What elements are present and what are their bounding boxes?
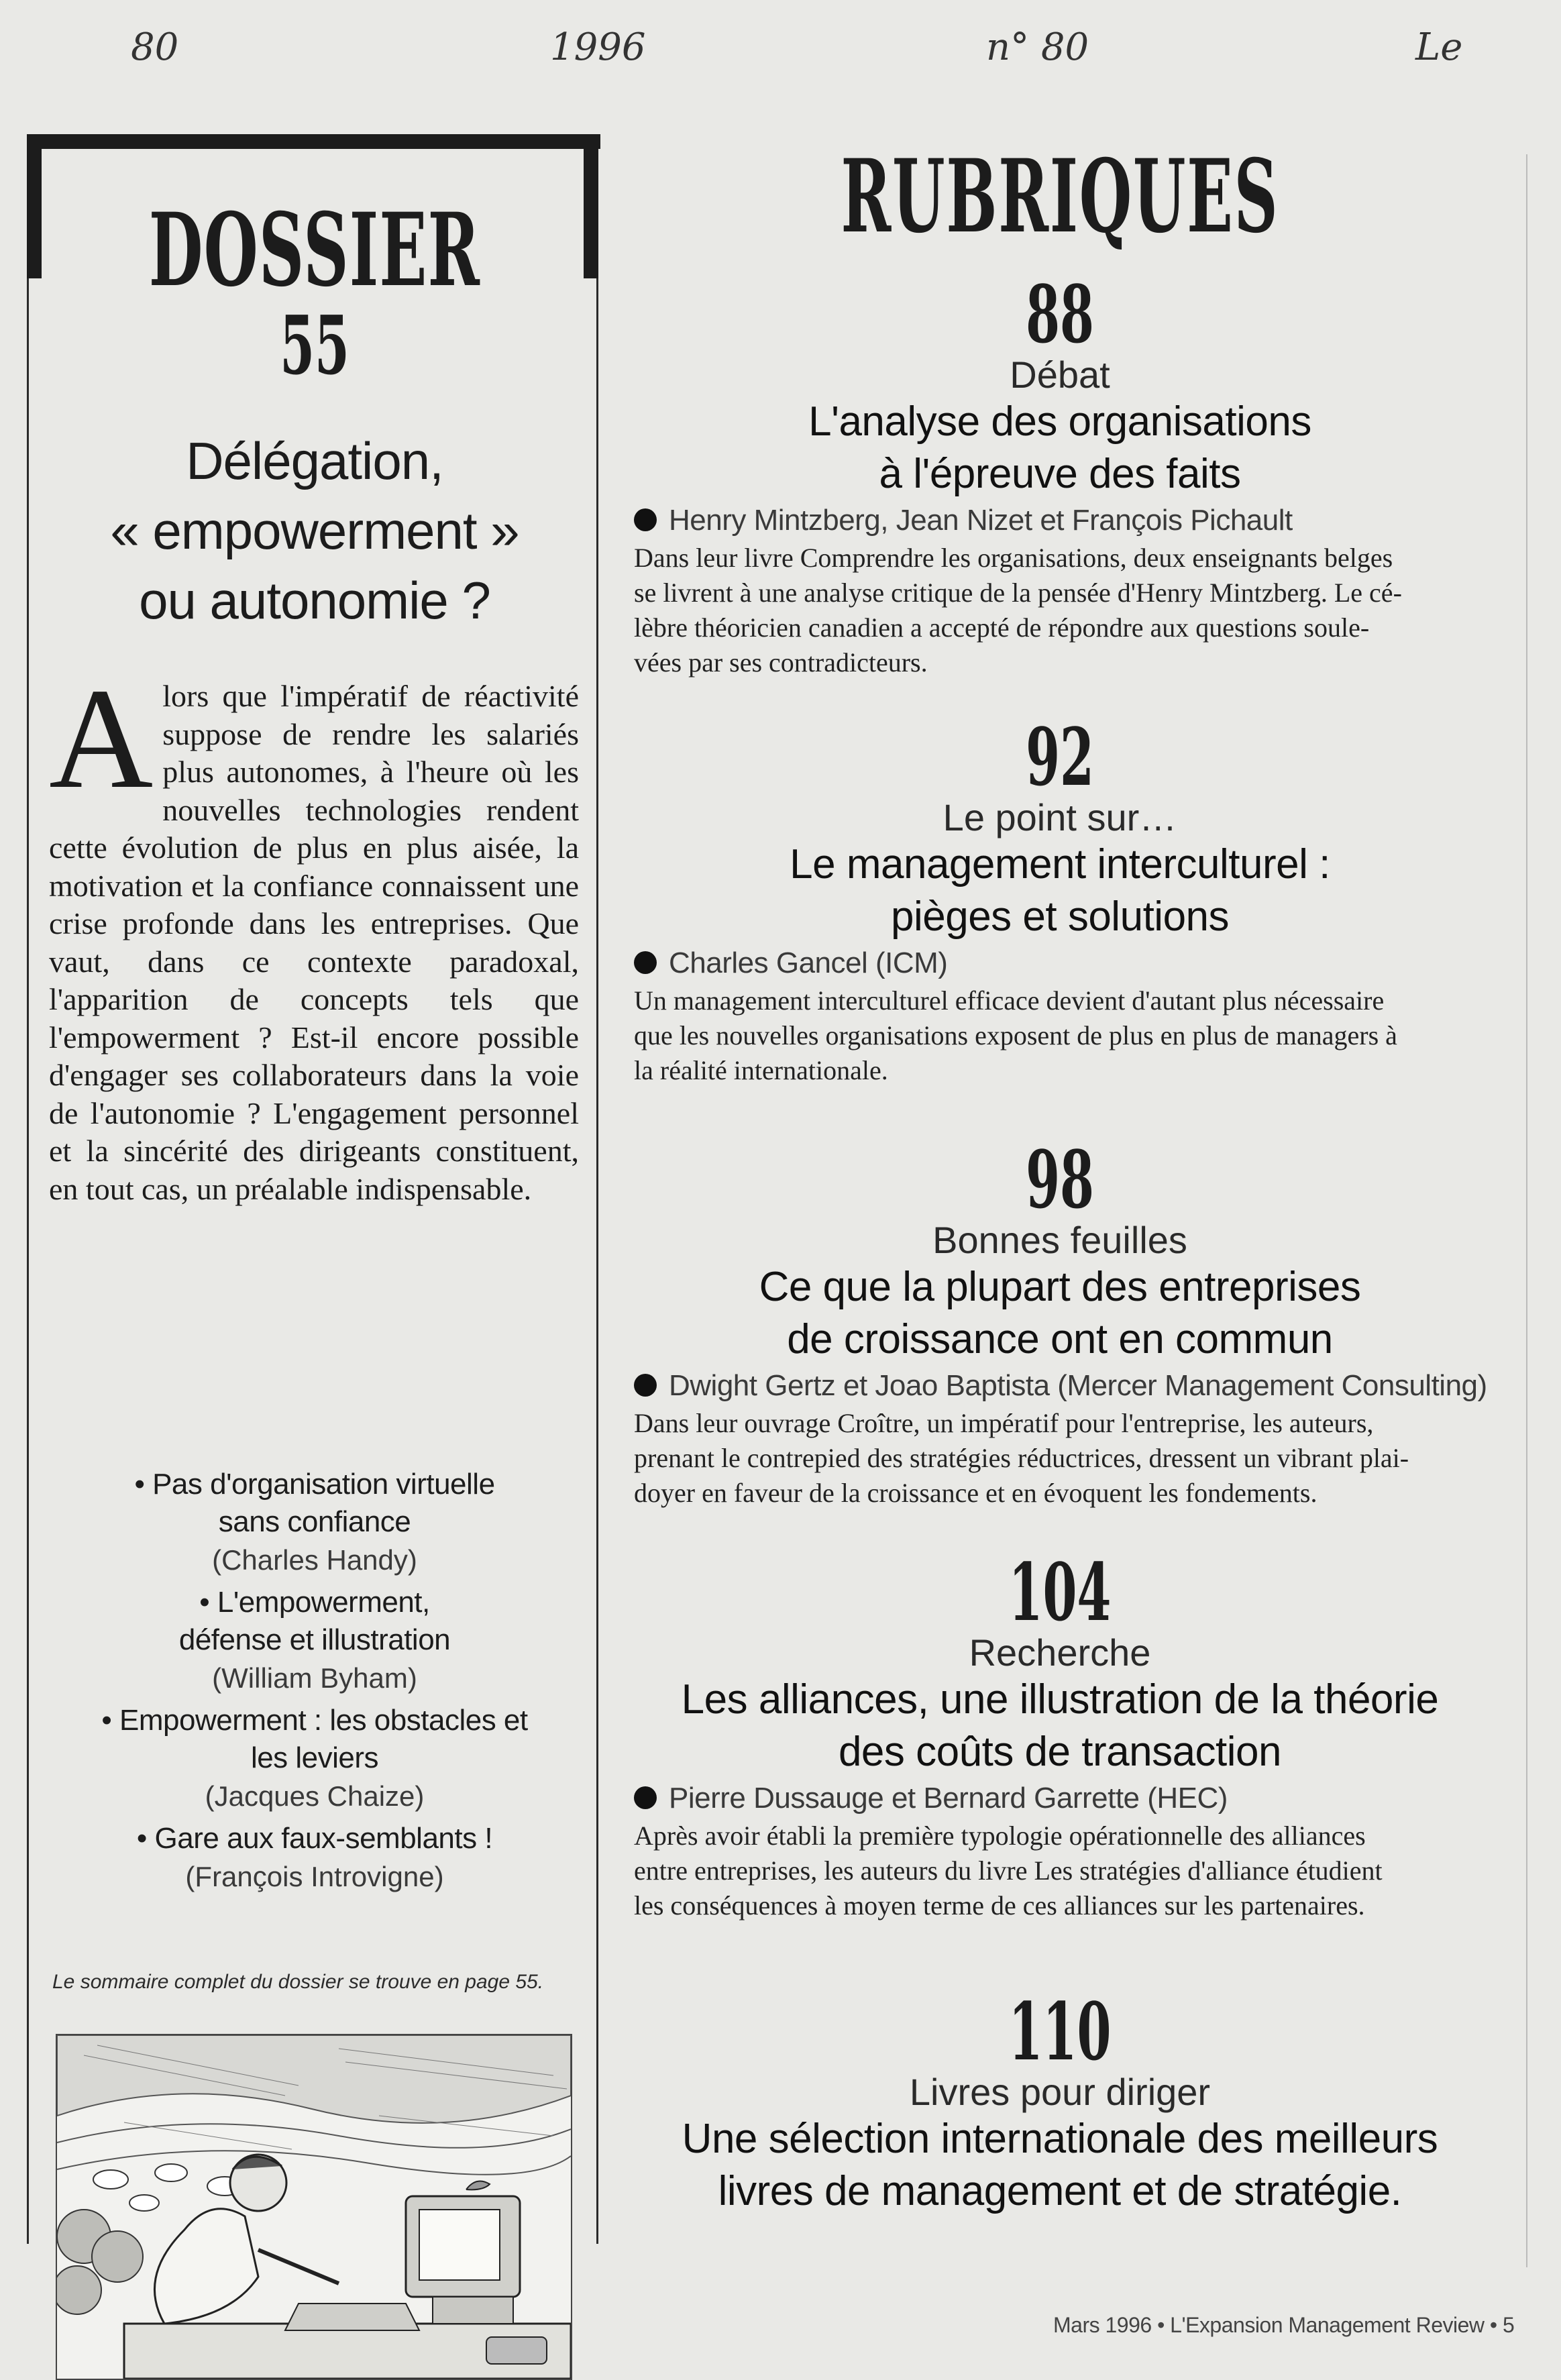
description [634, 1406, 1506, 1511]
desc-line: prenant le contrepied des stratégies réductrices, dressent un vibrant plai- [634, 1443, 1409, 1473]
bullet-dot [634, 508, 657, 531]
headline-line: Le management interculturel : [790, 841, 1330, 887]
desc-line: Un management interculturel efficace devient d'autant plus nécessaire [634, 985, 1385, 1016]
category: Le point sur… [943, 796, 1177, 839]
article-title: • Pas d'organisation virtuelle [134, 1468, 495, 1501]
handwritten-note: n° 80 [986, 25, 1089, 69]
bullet-dot [634, 1786, 657, 1809]
frame-bar [29, 134, 600, 149]
list-item[interactable] [29, 1702, 600, 1816]
list-item[interactable] [29, 1466, 600, 1580]
sommaire-note: Le sommaire complet du dossier se trouve en page 55. [52, 1971, 544, 1993]
rubrique-section[interactable] [617, 268, 1503, 680]
page-number: 104 [1008, 1546, 1112, 1639]
headline-line: à l'épreuve des faits [879, 451, 1241, 497]
page-number: 98 [1026, 1133, 1094, 1226]
article-title: • Gare aux faux-semblants ! [136, 1822, 493, 1855]
list-item[interactable] [29, 1820, 600, 1896]
headline-line: Les alliances, une illustration de la théorie [681, 1676, 1439, 1723]
authors-text: Dwight Gertz et Joao Baptista (Mercer Management Consulting) [669, 1369, 1487, 1402]
desc-line: la réalité internationale. [634, 1055, 888, 1085]
category: Recherche [969, 1631, 1151, 1674]
desc-line: doyer en faveur de la croissance et en évoquent les fondements. [634, 1478, 1317, 1508]
page-number: 88 [1026, 268, 1094, 361]
frame-bar [584, 134, 598, 278]
illustration-drawing [57, 2035, 571, 2379]
rubrique-section[interactable] [617, 1546, 1503, 1923]
page-footer: Mars 1996 • L'Expansion Management Review • 5 [1053, 2313, 1515, 2337]
desc-line: les conséquences à moyen terme de ces alliances sur les partenaires. [634, 1890, 1365, 1921]
handwritten-note: 80 [131, 25, 179, 69]
desc-line: se livrent à une analyse critique de la pensée d'Henry Mintzberg. Le cé- [634, 578, 1402, 608]
page-number: 92 [1026, 710, 1094, 804]
article-title: sans confiance [218, 1505, 411, 1538]
handwritten-note: 1996 [550, 25, 646, 69]
bullet-dot [634, 1374, 657, 1397]
category: Bonnes feuilles [932, 1219, 1187, 1261]
dossier-label: DOSSIER [148, 191, 481, 309]
column-rule [1526, 154, 1527, 2267]
rubrique-section[interactable] [617, 710, 1503, 1088]
headline-line: L'analyse des organisations [808, 398, 1311, 445]
category: Livres pour diriger [909, 2071, 1211, 2113]
authors [634, 1778, 1503, 1819]
rubrique-section[interactable] [617, 1985, 1503, 2218]
headline-line: de croissance ont en commun [787, 1316, 1333, 1362]
description [634, 983, 1506, 1088]
article-title: • L'empowerment, [199, 1586, 430, 1619]
authors [634, 943, 1503, 983]
rubriques-label: RUBRIQUES [841, 138, 1279, 256]
bullet-dot [634, 951, 657, 974]
illustration-man-at-computer [56, 2034, 572, 2380]
description [634, 1819, 1506, 1923]
headline-line: des coûts de transaction [838, 1729, 1282, 1775]
authors-text: Pierre Dussauge et Bernard Garrette (HEC) [669, 1782, 1228, 1815]
intro-text: lors que l'impératif de réactivité suppose de rendre les salariés plus autonomes, à l'heure où les nouvelles technologies rendent cette évolution de plus en plus aisée, la motivation et la confiance connaissent une crise profonde dans les entreprises. Que vaut, dans ce contexte paradoxal, l'apparition de concepts tels que l'empowerment ? Est-il encore possible d'engager ses collaborateurs dans la voie de l'autonomie ? L'engagement personnel et la sincérité des dirigeants constituent, en tout cas, un préalable indispensable. [49, 679, 579, 1206]
category: Débat [1010, 354, 1110, 396]
drop-cap: A [49, 658, 154, 818]
dossier-column [27, 134, 598, 2244]
article-author: (William Byham) [212, 1662, 417, 1694]
desc-line: Dans leur livre Comprendre les organisations, deux enseignants belges [634, 543, 1393, 573]
authors [634, 1366, 1503, 1406]
headline-line: Une sélection internationale des meilleurs [682, 2116, 1438, 2162]
article-author: (François Introvigne) [185, 1861, 444, 1892]
article-title: • Empowerment : les obstacles et [101, 1704, 528, 1737]
article-author: (Jacques Chaize) [205, 1780, 425, 1812]
dossier-article-list [29, 1466, 600, 1900]
rubrique-section[interactable] [617, 1133, 1503, 1511]
desc-line: lèbre théoricien canadien a accepté de répondre aux questions soule- [634, 612, 1370, 643]
headline-line: Délégation, [186, 431, 443, 490]
authors-text: Henry Mintzberg, Jean Nizet et François Pichault [669, 504, 1293, 537]
article-title: défense et illustration [178, 1623, 451, 1656]
article-author: (Charles Handy) [212, 1544, 417, 1576]
frame-bar [27, 134, 42, 278]
list-item[interactable] [29, 1584, 600, 1698]
authors-text: Charles Gancel (ICM) [669, 946, 948, 979]
authors [634, 500, 1503, 541]
dossier-intro [49, 658, 579, 1208]
page-number: 110 [1008, 1985, 1112, 2078]
headline-line: « empowerment » [110, 501, 519, 560]
desc-line: entre entreprises, les auteurs du livre Les stratégies d'alliance étudient [634, 1855, 1383, 1886]
headline-line: ou autonomie ? [139, 571, 490, 630]
desc-line: vées par ses contradicteurs. [634, 647, 928, 678]
description [634, 541, 1506, 680]
desc-line: que les nouvelles organisations exposent de plus en plus de managers à [634, 1020, 1397, 1050]
handwritten-note: Le [1415, 25, 1463, 69]
dossier-headline [29, 426, 600, 635]
headline-line: Ce que la plupart des entreprises [759, 1264, 1361, 1310]
article-title: les leviers [250, 1741, 379, 1774]
dossier-page-number: 55 [280, 299, 349, 393]
desc-line: Après avoir établi la première typologie opérationnelle des alliances [634, 1821, 1366, 1851]
headline-line: livres de management et de stratégie. [718, 2168, 1402, 2214]
headline-line: pièges et solutions [890, 894, 1230, 940]
desc-line: Dans leur ouvrage Croître, un impératif pour l'entreprise, les auteurs, [634, 1408, 1374, 1438]
